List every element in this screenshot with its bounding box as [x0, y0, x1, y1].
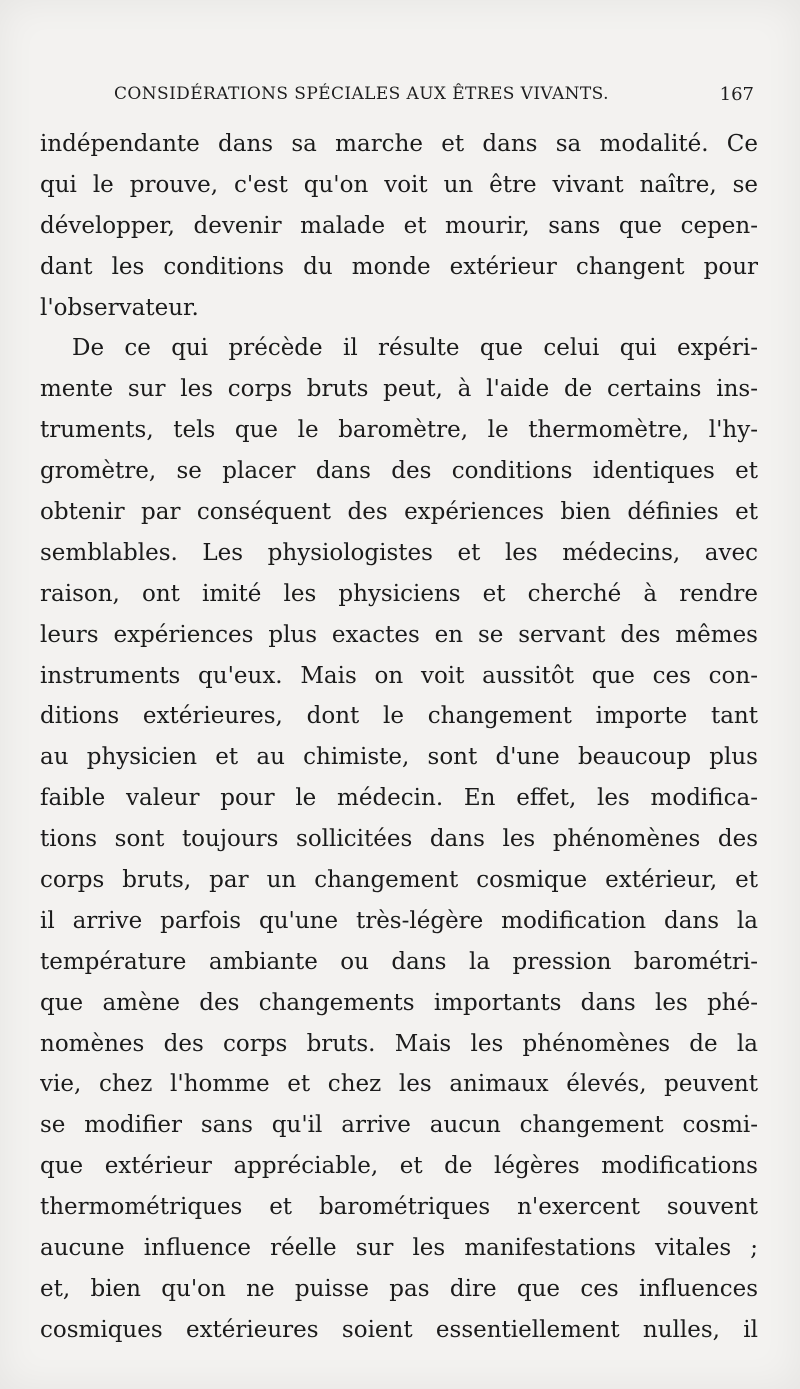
text-line: aucune influence réelle sur les manifestations vitales ; — [40, 1235, 758, 1262]
text-line: cosmiques extérieures soient essentiellement nulles, il — [40, 1316, 758, 1343]
text-line: que extérieur appréciable, et de légères modifications — [40, 1153, 758, 1180]
text-line: thermométriques et barométriques n'exercent souvent — [40, 1194, 758, 1221]
text-line: indépendante dans sa marche et dans sa modalité. Ce — [40, 131, 758, 157]
text-line: semblables. Les physiologistes et les médecins, avec — [40, 539, 758, 566]
text-line: température ambiante ou dans la pression barométri- — [40, 948, 758, 975]
text-line: obtenir par conséquent des expériences bien définies et — [40, 499, 758, 526]
text-line: au physicien et au chimiste, sont d'une beaucoup plus — [40, 744, 758, 771]
text-line: De ce qui précède il résulte que celui qui expéri- — [72, 335, 758, 362]
text-line: ditions extérieures, dont le changement importe tant — [40, 703, 758, 730]
text-line: faible valeur pour le médecin. En effet, les modifica- — [40, 785, 758, 812]
text-line: truments, tels que le baromètre, le thermomètre, l'hy- — [40, 417, 758, 444]
text-line: corps bruts, par un changement cosmique extérieur, et — [40, 867, 758, 894]
text-line: tions sont toujours sollicitées dans les phénomènes des — [40, 826, 758, 853]
text-line: qui le prouve, c'est qu'on voit un être vivant naître, se — [40, 171, 758, 198]
text-line: se modifier sans qu'il arrive aucun changement cosmi- — [40, 1112, 758, 1139]
text-line: gromètre, se placer dans des conditions identiques et — [40, 458, 758, 485]
text-line: instruments qu'eux. Mais on voit aussitôt que ces con- — [40, 662, 758, 689]
paragraph-main — [40, 328, 758, 1350]
text-line: et, bien qu'on ne puisse pas dire que ces influences — [40, 1275, 758, 1302]
text-line: il arrive parfois qu'une très-légère modification dans la — [40, 907, 758, 934]
page-number: 167 — [719, 84, 754, 105]
text-line: vie, chez l'homme et chez les animaux élevés, peuvent — [40, 1071, 758, 1098]
body-text — [40, 124, 758, 1351]
text-line: mente sur les corps bruts peut, à l'aide de certains ins- — [40, 376, 758, 403]
text-line: l'observateur. — [40, 294, 199, 321]
text-line: raison, ont imité les physiciens et cherché à rendre — [40, 580, 758, 607]
running-head — [40, 84, 758, 114]
text-line: développer, devenir malade et mourir, sans que cepen- — [40, 212, 758, 239]
text-line: dant les conditions du monde extérieur changent pour — [40, 253, 758, 280]
paragraph-continued — [40, 124, 758, 328]
text-line: que amène des changements importants dans les phé- — [40, 989, 758, 1016]
text-line: nomènes des corps bruts. Mais les phénomènes de la — [40, 1030, 758, 1057]
running-head-title: CONSIDÉRATIONS SPÉCIALES AUX ÊTRES VIVANTS. — [114, 84, 609, 104]
text-line: leurs expériences plus exactes en se servant des mêmes — [40, 621, 758, 648]
